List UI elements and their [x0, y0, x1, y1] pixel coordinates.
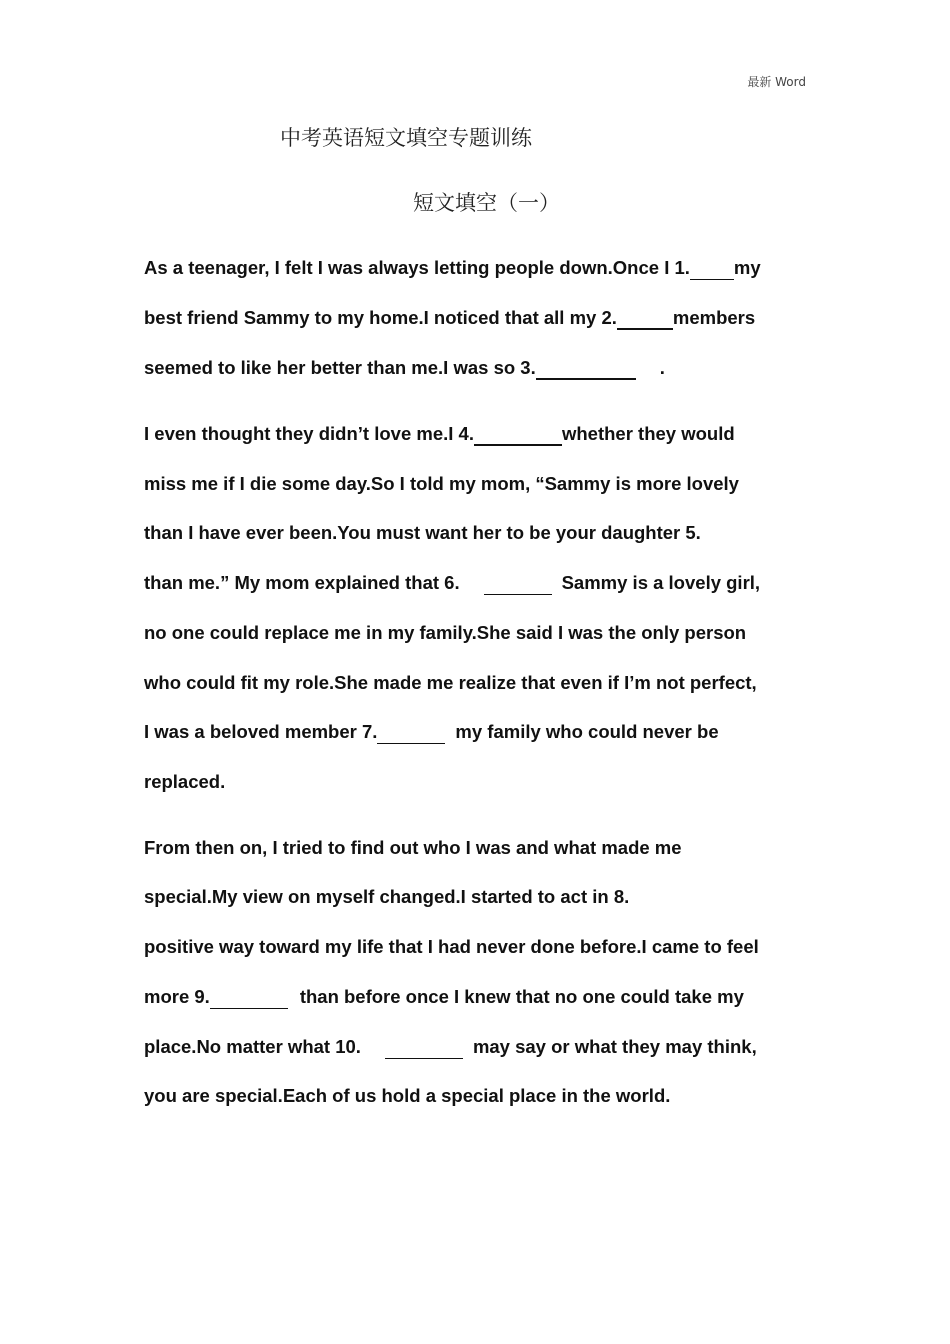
passage-line: than me.” My mom explained that 6. Sammy is a lovely girl, [144, 572, 761, 593]
blank-10[interactable] [385, 1038, 463, 1059]
blank-3[interactable] [536, 358, 636, 380]
blank-7[interactable] [377, 723, 445, 744]
passage-line: seemed to like her better than me.I was so 3. . [144, 357, 665, 378]
passage-line: place.No matter what 10. may say or what they may think, [144, 1036, 757, 1057]
passage-line: From then on, I tried to find out who I was and what made me [144, 837, 682, 858]
blank-1[interactable] [690, 259, 734, 280]
passage-line: than I have ever been.You must want her to be your daughter 5. [144, 522, 701, 543]
passage-line: best friend Sammy to my home.I noticed that all my 2. members [144, 307, 756, 328]
passage-line: replaced. [144, 771, 226, 792]
blank-2[interactable] [617, 308, 673, 330]
passage-line: positive way toward my life that I had never done before.I came to feel [144, 936, 759, 957]
blank-9[interactable] [210, 988, 288, 1009]
passage-line: no one could replace me in my family.She said I was the only person [144, 622, 747, 643]
passage-line: I even thought they didn’t love me.I 4. whether they would [144, 423, 735, 444]
passage-line: who could fit my role.She made me realize that even if I’m not perfect, [144, 672, 757, 693]
passage-line: As a teenager, I felt I was always letting people down.Once I 1. my [144, 257, 761, 278]
passage-line: you are special.Each of us hold a special place in the world. [144, 1085, 671, 1106]
header-mark: 最新 Word [747, 75, 806, 89]
section-subtitle: 短文填空（一） [413, 191, 560, 215]
passage-line: more 9. than before once I knew that no one could take my [144, 986, 744, 1007]
passage-line: miss me if I die some day.So I told my mom, “Sammy is more lovely [144, 473, 739, 494]
blank-6[interactable] [484, 574, 552, 595]
passage-line: I was a beloved member 7. my family who could never be [144, 721, 719, 742]
passage-line: special.My view on myself changed.I started to act in 8. [144, 886, 630, 907]
page-title: 中考英语短文填空专题训练 [280, 126, 532, 150]
blank-4[interactable] [474, 424, 562, 446]
